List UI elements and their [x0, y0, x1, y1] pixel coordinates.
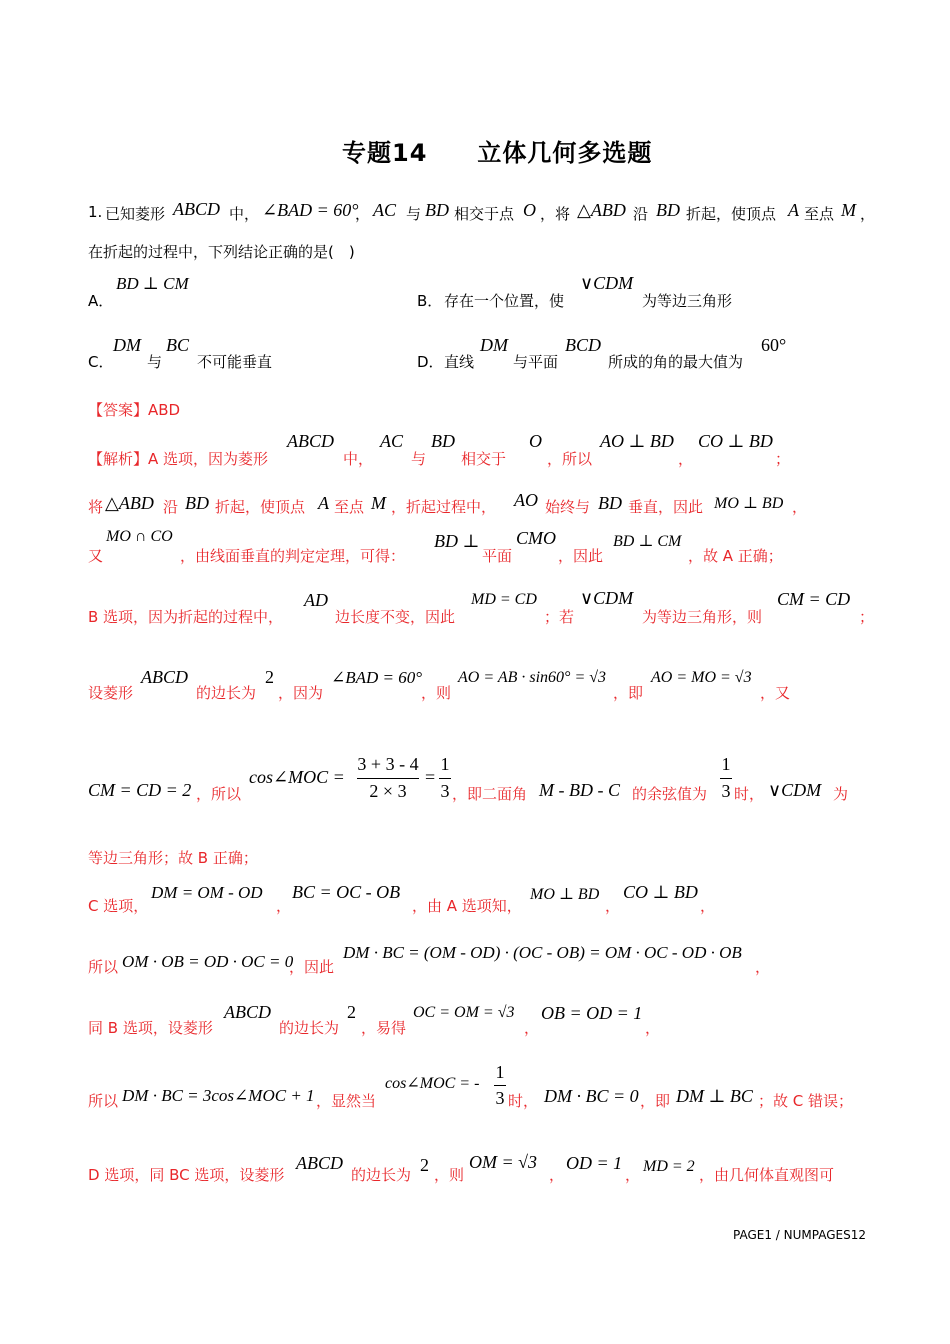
- question-math: ∠BAD = 60°: [262, 200, 359, 220]
- analysis-text: ，显然当: [316, 1092, 377, 1110]
- analysis-math: BD: [185, 493, 209, 513]
- analysis-math: A: [318, 493, 329, 513]
- analysis-math: DM · BC = 0: [544, 1086, 639, 1106]
- analysis-text: 中，: [343, 450, 374, 468]
- option-d-math: BCD: [565, 335, 601, 355]
- question-math: BD: [425, 200, 449, 220]
- question-text: 沿: [633, 205, 649, 223]
- analysis-text: ，因为: [278, 684, 324, 702]
- fraction-numerator: 1: [440, 754, 450, 774]
- option-c-math: BC: [166, 335, 190, 355]
- option-b-label: B．: [417, 292, 443, 310]
- analysis-math: cos∠MOC =: [249, 767, 345, 787]
- option-b-text: 存在一个位置，使: [444, 292, 565, 310]
- analysis-text: ，即: [640, 1092, 671, 1110]
- analysis-text: 所以: [88, 958, 119, 976]
- analysis-text: 将: [88, 498, 104, 516]
- analysis-math: OD = 1: [566, 1153, 623, 1173]
- question-text: ，将: [540, 205, 571, 223]
- question-math: BD: [656, 200, 680, 220]
- analysis-text: 的边长为: [279, 1019, 340, 1037]
- analysis-text: 的边长为: [196, 684, 257, 702]
- analysis-math: BD: [598, 493, 622, 513]
- analysis-math: OB = OD = 1: [541, 1003, 643, 1023]
- question-math: O: [523, 200, 536, 220]
- analysis-text: ，: [524, 1019, 540, 1037]
- analysis-math: BD ⊥ CM: [613, 533, 682, 550]
- analysis-text: 边长度不变，因此: [335, 608, 456, 626]
- analysis-text: B 选项，因为折起的过程中，: [88, 608, 284, 626]
- analysis-text: ，所以: [547, 450, 593, 468]
- option-c-label: C．: [88, 353, 114, 371]
- analysis-text: 为等边三角形，则: [642, 608, 763, 626]
- option-d-text: 所成的角的最大值为: [608, 353, 744, 371]
- analysis-text: ；: [775, 450, 791, 468]
- analysis-math: DM · BC = (OM - OD) · (OC - OB) = OM · OC - OD · OB: [343, 943, 742, 962]
- analysis-math: ABCD: [287, 431, 334, 451]
- option-c-math: DM: [113, 335, 141, 355]
- analysis-math: M - BD - C: [539, 780, 620, 800]
- analysis-text: 【解析】A 选项，因为菱形: [88, 450, 269, 468]
- option-d-text: 与平面: [513, 353, 559, 371]
- fraction-numerator: 1: [721, 754, 731, 774]
- analysis-text: ，: [645, 1019, 661, 1037]
- analysis-text: ，又: [760, 684, 791, 702]
- analysis-math: O: [529, 431, 542, 451]
- fraction-bar: [494, 1085, 506, 1086]
- analysis-text: 平面: [482, 547, 513, 565]
- analysis-text: 垂直，因此: [628, 498, 704, 516]
- analysis-math: =: [425, 767, 436, 787]
- answer: 【答案】ABD: [88, 401, 181, 419]
- option-d-math: 60°: [761, 335, 787, 355]
- analysis-text: 折起，使顶点: [215, 498, 306, 516]
- analysis-math: CO ⊥ BD: [623, 882, 698, 902]
- analysis-text: ，: [605, 897, 621, 915]
- fraction-numerator: 1: [495, 1062, 505, 1082]
- analysis-text: 又: [88, 547, 104, 565]
- question-text: 折起，使顶点: [686, 205, 777, 223]
- analysis-math: AO ⊥ BD: [600, 431, 674, 451]
- analysis-math: BD ⊥: [434, 531, 480, 551]
- option-a-label: A．: [88, 292, 114, 310]
- analysis-math: CMO: [516, 528, 556, 548]
- analysis-math: ∨CDM: [768, 780, 822, 800]
- analysis-text: ；若: [544, 608, 575, 626]
- analysis-text: 设菱形: [88, 684, 134, 702]
- fraction-bar: [357, 778, 419, 779]
- analysis-text: 为: [833, 785, 849, 803]
- analysis-math: DM = OM - OD: [151, 883, 263, 902]
- analysis-text: 的余弦值为: [632, 785, 708, 803]
- fraction-denominator: 2 × 3: [369, 781, 407, 801]
- option-d-label: D．: [417, 353, 444, 371]
- analysis-text: 始终与: [545, 498, 591, 516]
- question-math: △ABD: [577, 200, 626, 220]
- analysis-math: cos∠MOC = -: [385, 1075, 480, 1092]
- fraction-denominator: 3: [721, 781, 731, 801]
- analysis-math: OM = √3: [469, 1152, 538, 1172]
- analysis-math: 2: [347, 1002, 356, 1022]
- analysis-text: 同 B 选项，设菱形: [88, 1019, 213, 1037]
- question-text: 至点: [804, 205, 835, 223]
- analysis-text: ，易得: [361, 1019, 407, 1037]
- analysis-math: M: [371, 493, 386, 513]
- analysis-math: ∠BAD = 60°: [331, 668, 423, 687]
- analysis-text: ，即: [613, 684, 644, 702]
- analysis-text: 所以: [88, 1092, 119, 1110]
- analysis-text: ，所以: [196, 785, 242, 803]
- page-title: 专题14 立体几何多选题: [342, 139, 653, 167]
- analysis-text: ，由 A 选项知，: [412, 897, 522, 915]
- analysis-math: AO = MO = √3: [651, 669, 752, 686]
- analysis-text: ，: [792, 498, 808, 516]
- analysis-text: ，折起过程中，: [391, 498, 497, 516]
- analysis-text: 沿: [163, 498, 179, 516]
- question-text: ，: [355, 205, 371, 223]
- analysis-math: DM · BC = 3cos∠MOC + 1: [122, 1086, 315, 1105]
- question-text: ，: [860, 205, 876, 223]
- analysis-math: CM = CD = 2: [88, 780, 192, 800]
- analysis-text: ；: [859, 608, 875, 626]
- option-d-math: DM: [480, 335, 508, 355]
- question-text: 已知菱形: [105, 205, 166, 223]
- analysis-text: 等边三角形；故 B 正确；: [88, 849, 258, 867]
- analysis-text: 的边长为: [351, 1166, 412, 1184]
- analysis-math: ABCD: [141, 667, 188, 687]
- analysis-math: MO ⊥ BD: [714, 495, 784, 512]
- question-math: AC: [373, 200, 397, 220]
- analysis-math: MO ⊥ BD: [530, 886, 600, 903]
- analysis-math: MD = CD: [471, 591, 537, 608]
- analysis-math: AD: [304, 590, 328, 610]
- analysis-text: ，: [700, 897, 716, 915]
- question-math: ABCD: [173, 199, 220, 219]
- analysis-text: 至点: [334, 498, 365, 516]
- analysis-text: ，则: [434, 1166, 465, 1184]
- option-a-math: BD ⊥ CM: [116, 274, 189, 293]
- page-footer: PAGE1 / NUMPAGES12: [733, 1228, 867, 1242]
- analysis-text: ，: [549, 1166, 565, 1184]
- analysis-math: CM = CD: [777, 589, 851, 609]
- analysis-text: ，: [755, 958, 771, 976]
- analysis-text: 与: [411, 450, 427, 468]
- fraction-bar: [439, 778, 451, 779]
- analysis-math: MO ∩ CO: [106, 528, 173, 545]
- analysis-text: ，: [625, 1166, 641, 1184]
- fraction-bar: [720, 778, 732, 779]
- option-b-math: ∨CDM: [580, 273, 634, 293]
- analysis-math: AC: [380, 431, 404, 451]
- question-number: 1.: [88, 203, 103, 221]
- analysis-text: C 选项，: [88, 897, 149, 915]
- analysis-text: ，因此: [558, 547, 604, 565]
- analysis-math: BC = OC - OB: [292, 882, 401, 902]
- analysis-text: ，则: [421, 684, 452, 702]
- analysis-math: △ABD: [105, 493, 154, 513]
- analysis-math: OM · OB = OD · OC = 0: [122, 952, 294, 971]
- analysis-text: 时，: [508, 1092, 539, 1110]
- analysis-math: 2: [420, 1155, 429, 1175]
- analysis-math: BD: [431, 431, 455, 451]
- fraction-denominator: 3: [495, 1088, 505, 1108]
- fraction-numerator: 3 + 3 - 4: [357, 754, 419, 774]
- analysis-text: ，由线面垂直的判定定理，可得：: [180, 547, 406, 565]
- question-text: 在折起的过程中，下列结论正确的是( ): [88, 243, 355, 261]
- analysis-text: 相交于: [461, 450, 507, 468]
- analysis-text: ，由几何体直观图可: [699, 1166, 835, 1184]
- analysis-math: MD = 2: [643, 1158, 695, 1175]
- analysis-math: ABCD: [224, 1002, 271, 1022]
- analysis-text: D 选项，同 BC 选项，设菱形: [88, 1166, 285, 1184]
- analysis-math: AO: [514, 490, 538, 510]
- option-d-text: 直线: [444, 353, 475, 371]
- analysis-math: DM ⊥ BC: [676, 1086, 753, 1106]
- analysis-text: ，: [276, 897, 292, 915]
- question-text: 相交于点: [454, 205, 515, 223]
- option-b-text: 为等边三角形: [642, 292, 733, 310]
- option-c-text: 与: [147, 353, 163, 371]
- analysis-text: ，即二面角: [452, 785, 528, 803]
- analysis-text: ；故 C 错误；: [758, 1092, 854, 1110]
- fraction-denominator: 3: [440, 781, 450, 801]
- question-math: M: [841, 200, 856, 220]
- analysis-math: AO = AB · sin60° = √3: [458, 669, 607, 686]
- analysis-math: CO ⊥ BD: [698, 431, 773, 451]
- analysis-text: 时，: [734, 785, 765, 803]
- analysis-text: ，故 A 正确；: [688, 547, 783, 565]
- analysis-math: ABCD: [296, 1153, 343, 1173]
- question-text: 中，: [229, 205, 260, 223]
- analysis-math: OC = OM = √3: [413, 1004, 515, 1021]
- question-math: A: [788, 200, 799, 220]
- option-c-text: 不可能垂直: [197, 353, 273, 371]
- analysis-math: 2: [265, 667, 274, 687]
- analysis-math: ∨CDM: [580, 588, 634, 608]
- analysis-text: ，: [678, 450, 694, 468]
- analysis-text: ，因此: [289, 958, 335, 976]
- question-text: 与: [406, 205, 422, 223]
